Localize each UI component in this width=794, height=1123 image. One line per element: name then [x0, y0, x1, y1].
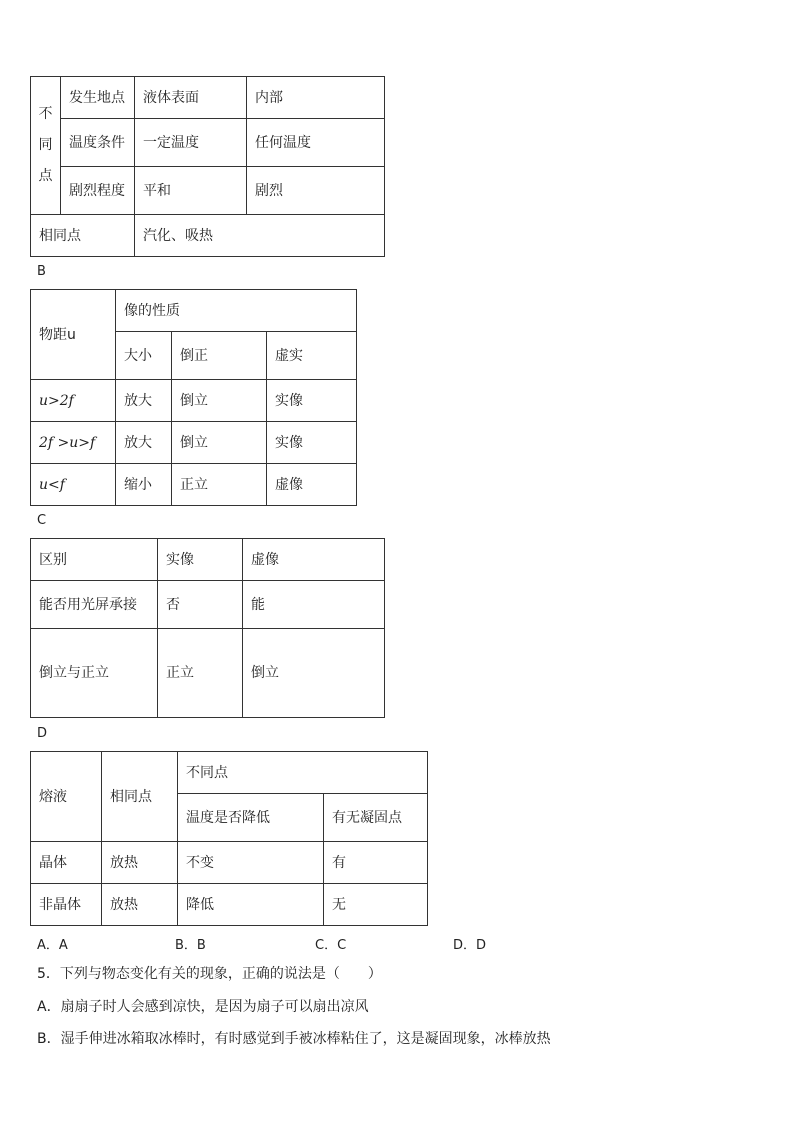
table-cell: 虚像 [243, 539, 385, 581]
table-cell: 倒立与正立 [31, 629, 158, 718]
option-c: C．C [315, 938, 347, 953]
table-cell: 剧烈程度 [61, 167, 135, 215]
table-cell: 剧烈 [247, 167, 385, 215]
table-cell: 非晶体 [31, 884, 102, 926]
table-cell: 能 [243, 581, 385, 629]
table-cell: 倒立 [172, 422, 267, 464]
table-a-same-value: 汽化、吸热 [135, 215, 385, 257]
table-cell: 平和 [135, 167, 247, 215]
table-cell: 有 [324, 842, 428, 884]
table-cell: 正立 [158, 629, 243, 718]
table-b-head-group: 像的性质 [116, 290, 357, 332]
table-cell: 虚像 [267, 464, 357, 506]
table-cell: 放大 [116, 380, 172, 422]
table-cell: u<f [31, 464, 116, 506]
table-cell: 能否用光屏承接 [31, 581, 158, 629]
option-a: A．A [37, 938, 68, 953]
option-b: B．B [175, 938, 206, 953]
table-cell: 一定温度 [135, 119, 247, 167]
table-cell: 任何温度 [247, 119, 385, 167]
table-cell: 实像 [267, 422, 357, 464]
table-cell: 正立 [172, 464, 267, 506]
table-cell: 缩小 [116, 464, 172, 506]
table-cell: u>2f [31, 380, 116, 422]
table-d-head-group: 不同点 [178, 752, 428, 794]
table-b [30, 289, 357, 506]
table-b-head-left: 物距u [31, 290, 116, 380]
table-cell: 无 [324, 884, 428, 926]
label-b: B [37, 264, 46, 279]
table-cell: 晶体 [31, 842, 102, 884]
table-c [30, 538, 385, 718]
table-a-same-label: 相同点 [31, 215, 135, 257]
question-5-option-b: B．湿手伸进冰箱取冰棒时，有时感觉到手被冰棒粘住了，这是凝固现象，冰棒放热 [37, 1031, 551, 1047]
table-a [30, 76, 385, 257]
question-5-stem: 5．下列与物态变化有关的现象，正确的说法是（ ） [37, 966, 382, 982]
table-d [30, 751, 428, 926]
question-5-option-a: A．扇扇子时人会感到凉快，是因为扇子可以扇出凉风 [37, 999, 369, 1015]
table-header-cell: 大小 [116, 332, 172, 380]
table-cell: 发生地点 [61, 77, 135, 119]
table-cell: 否 [158, 581, 243, 629]
table-cell: 放大 [116, 422, 172, 464]
table-d-head1: 熔液 [31, 752, 102, 842]
table-a-side-label: 不 同 点 [31, 77, 61, 215]
table-cell: 放热 [102, 842, 178, 884]
table-cell: 2f >u>f [31, 422, 116, 464]
table-cell: 液体表面 [135, 77, 247, 119]
table-header-cell: 倒正 [172, 332, 267, 380]
label-d: D [37, 726, 48, 741]
table-cell: 内部 [247, 77, 385, 119]
table-cell: 实像 [267, 380, 357, 422]
table-header-cell: 有无凝固点 [324, 794, 428, 842]
table-cell: 温度条件 [61, 119, 135, 167]
table-d-head2: 相同点 [102, 752, 178, 842]
table-cell: 降低 [178, 884, 324, 926]
table-cell: 实像 [158, 539, 243, 581]
table-cell: 放热 [102, 884, 178, 926]
option-d: D．D [453, 938, 487, 953]
label-c: C [37, 513, 47, 528]
table-cell: 倒立 [172, 380, 267, 422]
table-cell: 倒立 [243, 629, 385, 718]
table-header-cell: 虚实 [267, 332, 357, 380]
table-cell: 区别 [31, 539, 158, 581]
table-cell: 不变 [178, 842, 324, 884]
table-header-cell: 温度是否降低 [178, 794, 324, 842]
